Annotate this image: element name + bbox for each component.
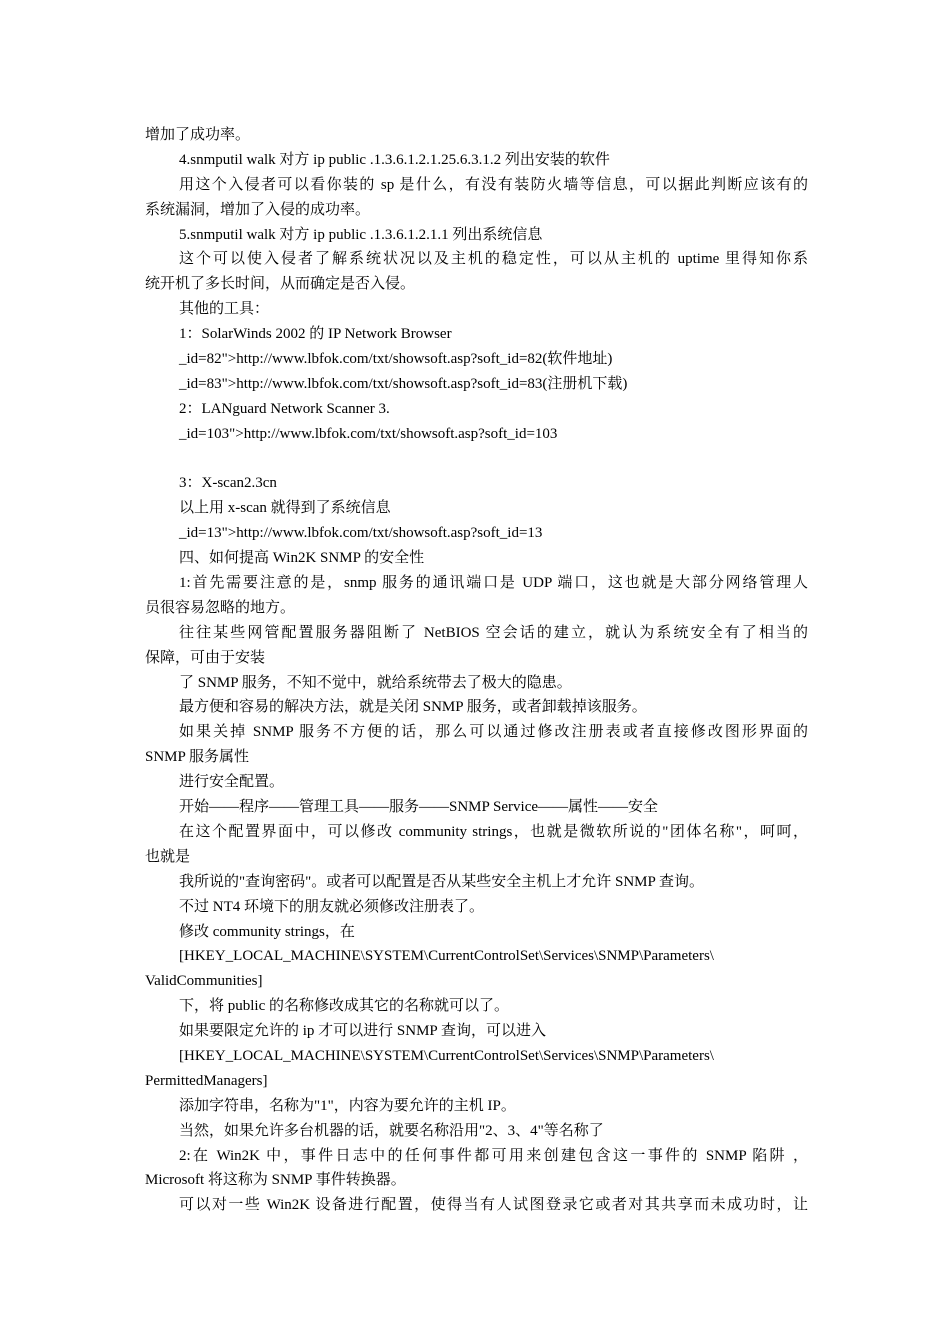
text-line: 以上用 x-scan 就得到了系统信息 bbox=[179, 500, 391, 517]
registry-path-line: ValidCommunities] bbox=[145, 973, 263, 990]
text-line: 保障，可由于安装 bbox=[145, 649, 266, 666]
registry-path-line: [HKEY_LOCAL_MACHINE\SYSTEM\CurrentControlSet\Services\SNMP\Parameters\ bbox=[179, 1047, 714, 1064]
text-line: 用这个入侵者可以看你装的 sp 是什么，有没有装防火墙等信息，可以据此判断应该有的 bbox=[179, 176, 808, 193]
text-line: _id=82">http://www.lbfok.com/txt/showsoft.asp?soft_id=82(软件地址) bbox=[179, 351, 613, 368]
text-line: 也就是 bbox=[145, 848, 191, 865]
text-line: 开始——程序——管理工具——服务——SNMP Service——属性——安全 bbox=[179, 799, 659, 816]
text-line: 下，将 public 的名称修改成其它的名称就可以了。 bbox=[179, 998, 509, 1015]
text-line: 系统漏洞，增加了入侵的成功率。 bbox=[145, 201, 371, 218]
text-line: _id=83">http://www.lbfok.com/txt/showsoft.asp?soft_id=83(注册机下载) bbox=[179, 375, 628, 392]
text-line: 如果关掉 SNMP 服务不方便的话，那么可以通过修改注册表或者直接修改图形界面的 bbox=[179, 724, 808, 741]
text-line: 最方便和容易的解决方法，就是关闭 SNMP 服务，或者卸载掉该服务。 bbox=[179, 699, 647, 716]
text-line: 3：X-scan2.3cn bbox=[179, 475, 277, 492]
text-line: 增加了成功率。 bbox=[145, 127, 251, 143]
text-line: 修改 community strings，在 bbox=[179, 923, 355, 940]
registry-path-line: PermittedManagers] bbox=[145, 1072, 268, 1089]
text-line: _id=13">http://www.lbfok.com/txt/showsoft.asp?soft_id=13 bbox=[179, 525, 543, 542]
text-line: 员很容易忽略的地方。 bbox=[145, 599, 296, 616]
text-line: 如果要限定允许的 ip 才可以进行 SNMP 查询，可以进入 bbox=[179, 1023, 546, 1040]
text-line: 1：SolarWinds 2002 的 IP Network Browser bbox=[179, 326, 452, 343]
text-line: 了 SNMP 服务，不知不觉中，就给系统带去了极大的隐患。 bbox=[179, 674, 572, 691]
section-heading: 四、如何提高 Win2K SNMP 的安全性 bbox=[179, 550, 425, 567]
text-line: 2：LANguard Network Scanner 3. bbox=[179, 400, 390, 417]
text-line: 我所说的"查询密码"。或者可以配置是否从某些安全主机上才允许 SNMP 查询。 bbox=[179, 873, 705, 890]
text-line: SNMP 服务属性 bbox=[145, 749, 250, 766]
text-line: 5.snmputil walk 对方 ip public .1.3.6.1.2.1.1 列出系统信息 bbox=[179, 226, 543, 243]
document-body bbox=[145, 123, 808, 1218]
text-line: _id=103">http://www.lbfok.com/txt/showsoft.asp?soft_id=103 bbox=[179, 425, 558, 442]
text-line: 进行安全配置。 bbox=[179, 774, 285, 791]
registry-path-line: [HKEY_LOCAL_MACHINE\SYSTEM\CurrentControlSet\Services\SNMP\Parameters\ bbox=[179, 948, 714, 965]
text-line: 可以对一些 Win2K 设备进行配置，使得当有人试图登录它或者对其共享而未成功时，让 bbox=[179, 1197, 808, 1214]
text-line: Microsoft 将这称为 SNMP 事件转换器。 bbox=[145, 1172, 406, 1189]
text-line: 其他的工具： bbox=[179, 301, 270, 318]
text-line: 往往某些网管配置服务器阻断了 NetBIOS 空会话的建立，就认为系统安全有了相当的 bbox=[179, 624, 808, 641]
text-line: 这个可以使入侵者了解系统状况以及主机的稳定性，可以从主机的 uptime 里得知你系 bbox=[179, 251, 808, 268]
blank-line bbox=[145, 447, 808, 472]
text-line: 统开机了多长时间，从而确定是否入侵。 bbox=[145, 276, 416, 293]
text-line: 不过 NT4 环境下的朋友就必须修改注册表了。 bbox=[179, 898, 484, 915]
text-line: 2:在 Win2K 中，事件日志中的任何事件都可用来创建包含这一事件的 SNMP 陷阱 ， bbox=[179, 1147, 808, 1164]
text-line: 1:首先需要注意的是，snmp 服务的通讯端口是 UDP 端口，这也就是大部分网络管理人 bbox=[179, 575, 808, 592]
text-line: 4.snmputil walk 对方 ip public .1.3.6.1.2.1.25.6.3.1.2 列出安装的软件 bbox=[179, 151, 610, 168]
text-line: 当然，如果允许多台机器的话，就要名称沿用"2、3、4"等名称了 bbox=[179, 1122, 604, 1139]
text-line: 添加字符串，名称为"1"，内容为要允许的主机 IP。 bbox=[179, 1097, 516, 1114]
text-line: 在这个配置界面中，可以修改 community strings，也就是微软所说的"团体名称"，呵呵， bbox=[179, 823, 808, 840]
